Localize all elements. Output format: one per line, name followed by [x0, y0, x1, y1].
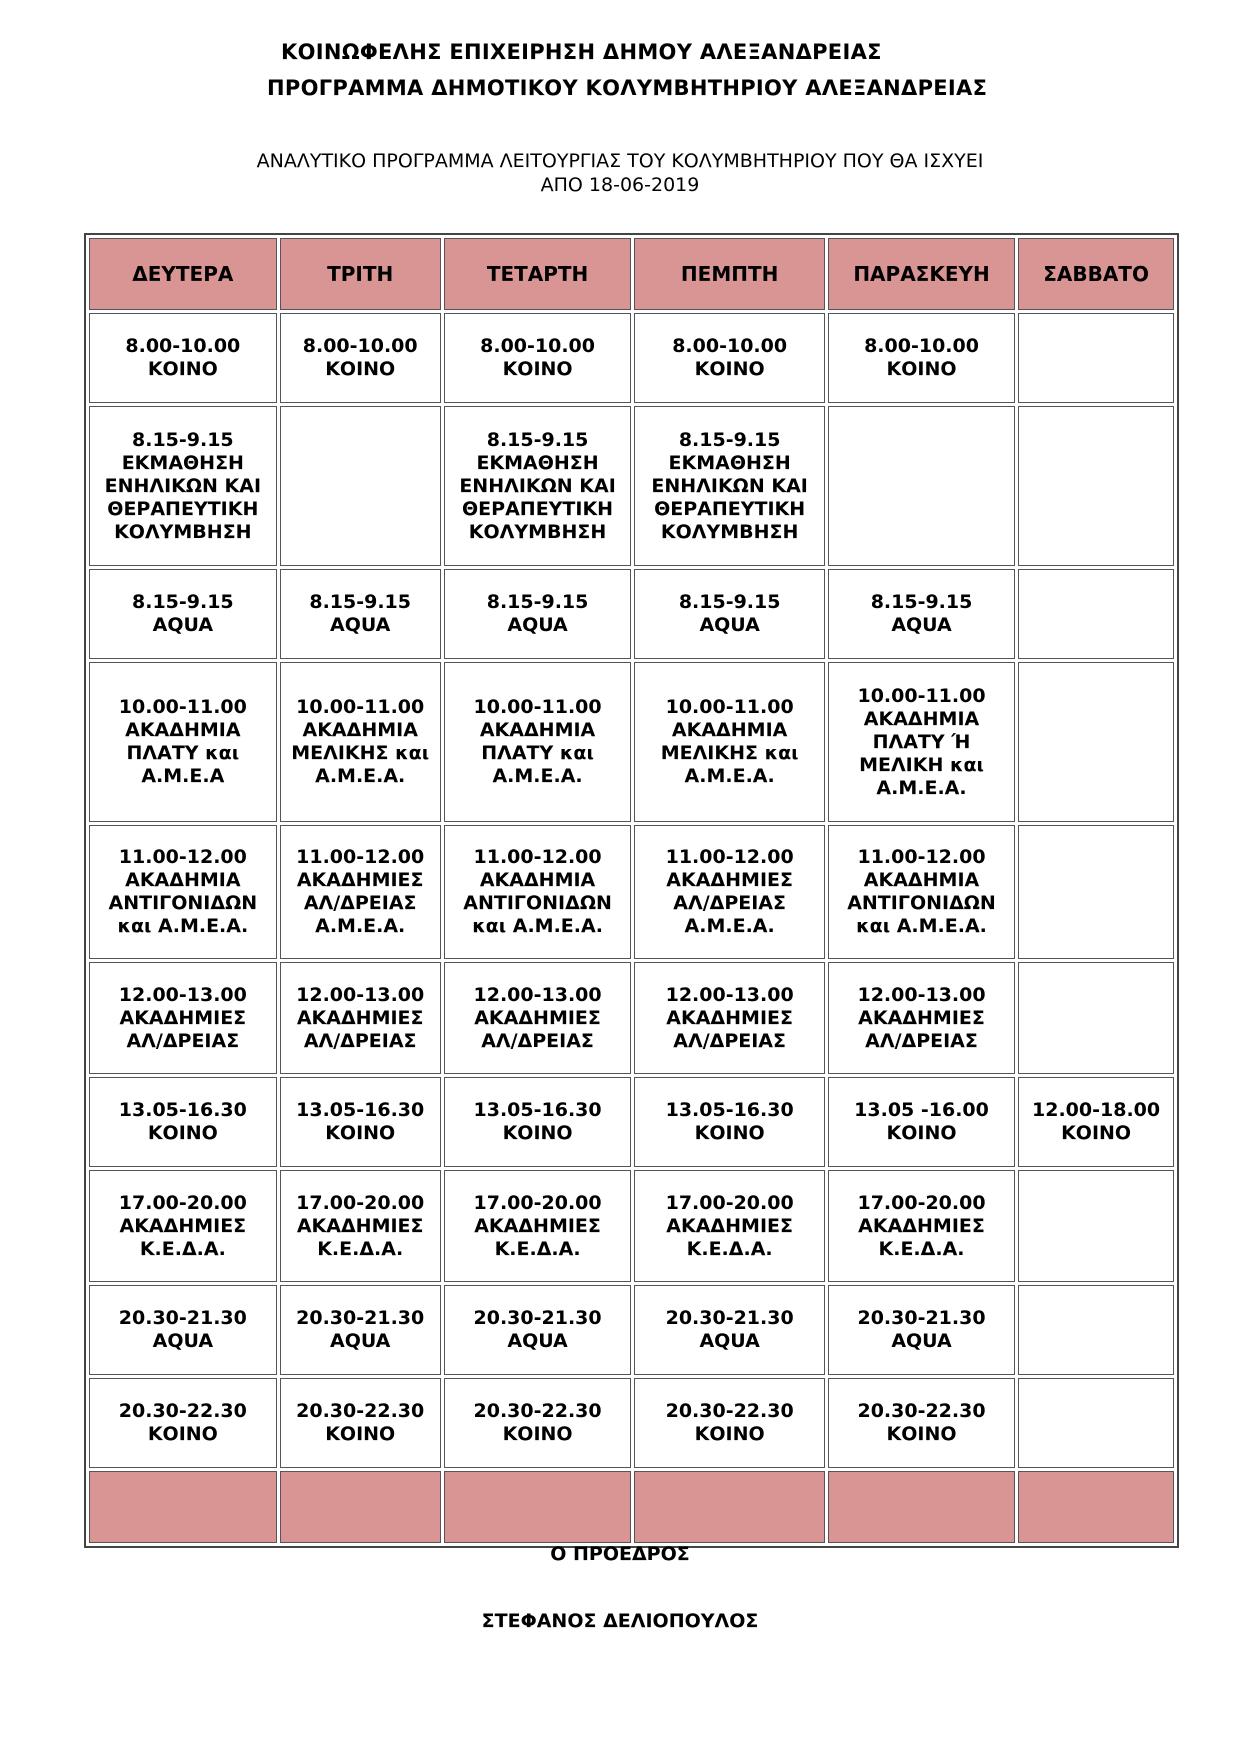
- schedule-cell: [89, 1170, 277, 1282]
- schedule-cell-line: ΚΟΙΝΟ: [325, 358, 396, 380]
- schedule-cell-line: 10.00-11.00: [665, 696, 794, 718]
- schedule-cell: [444, 962, 632, 1074]
- schedule-cell-line: ΑΝΤΙΓΟΝΙΔΩΝ: [847, 892, 996, 914]
- schedule-cell-line: 11.00-12.00: [473, 846, 602, 868]
- schedule-cell: [828, 662, 1015, 822]
- schedule-cell-line: ΑΚΑΔΗΜΙΕΣ: [858, 1006, 985, 1029]
- schedule-cell-line: ΚΟΛΥΜΒΗΣΗ: [660, 520, 799, 543]
- schedule-cell: [828, 1378, 1015, 1468]
- schedule-cell-line: ΑΛ/ΔΡΕΙΑΣ: [303, 1029, 417, 1052]
- schedule-cell-line: 17.00-20.00: [665, 1191, 794, 1214]
- schedule-cell-line: 10.00-11.00: [118, 696, 247, 718]
- schedule-cell-line: ΑΚΑΔΗΜΙΕΣ: [666, 1214, 793, 1237]
- schedule-cell-line: 8.00-10.00: [480, 335, 595, 357]
- schedule-cell-line: 11.00-12.00: [665, 846, 794, 868]
- schedule-cell: [89, 313, 277, 403]
- schedule-cell: [444, 1077, 632, 1167]
- schedule-cell-line: ΑΚΑΔΗΜΙΑ: [479, 719, 596, 741]
- schedule-cell-line: AQUA: [152, 614, 214, 636]
- schedule-cell-line: ΑΛ/ΔΡΕΙΑΣ: [673, 1029, 786, 1052]
- schedule-cell-line: 8.15-9.15: [678, 428, 781, 451]
- schedule-cell-line: ΚΟΙΝΟ: [694, 1423, 765, 1445]
- schedule-cell-line: AQUA: [507, 614, 568, 636]
- schedule-cell-line: 8.00-10.00: [125, 335, 241, 357]
- schedule-cell-line: 10.00-11.00: [473, 696, 602, 718]
- schedule-cell: [634, 825, 825, 959]
- schedule-cell: [280, 569, 441, 659]
- schedule-cell-line: AQUA: [329, 614, 391, 636]
- schedule-cell: [828, 1170, 1015, 1282]
- schedule-cell-line: 20.30-21.30: [665, 1307, 794, 1329]
- schedule-cell-line: 17.00-20.00: [296, 1191, 425, 1214]
- schedule-cell-line: ΑΚΑΔΗΜΙΑ: [125, 719, 241, 741]
- schedule-cell-line: Κ.Ε.Δ.Α.: [686, 1237, 773, 1260]
- schedule-cell: [634, 962, 825, 1074]
- schedule-cell-line: ΑΚΑΔΗΜΙΑ: [479, 869, 596, 891]
- schedule-cell-line: 17.00-20.00: [857, 1191, 986, 1214]
- schedule-cell-line: ΑΚΑΔΗΜΙΕΣ: [296, 1006, 424, 1029]
- schedule-cell: [828, 962, 1015, 1074]
- schedule-cell-line: ΑΚΑΔΗΜΙΕΣ: [474, 1214, 601, 1237]
- signature-name: ΣΤΕΦΑΝΟΣ ΔΕΛΙΟΠΟΥΛΟΣ: [481, 1610, 759, 1632]
- schedule-row: [89, 962, 1174, 1074]
- schedule-cell-line: ΚΟΙΝΟ: [502, 1122, 573, 1144]
- schedule-cell-line: ΑΛ/ΔΡΕΙΑΣ: [303, 892, 417, 914]
- schedule-cell-line: ΑΝΤΙΓΟΝΙΔΩΝ: [108, 892, 258, 914]
- schedule-cell: [634, 569, 825, 659]
- schedule-row: [89, 825, 1174, 959]
- day-header: ΔΕΥΤΕΡΑ: [89, 238, 277, 310]
- schedule-cell-line: ΑΚΑΔΗΜΙΕΣ: [296, 869, 424, 891]
- schedule-cell: [280, 662, 441, 822]
- schedule-cell-line: και Α.Μ.Ε.Α.: [856, 915, 987, 937]
- schedule-cell: [444, 825, 632, 959]
- schedule-cell-line: 12.00-13.00: [665, 983, 794, 1006]
- schedule-cell: [634, 1170, 825, 1282]
- schedule-cell-line: ΚΟΙΝΟ: [1061, 1122, 1132, 1144]
- schedule-cell-line: ΚΟΙΝΟ: [147, 1423, 218, 1445]
- schedule-cell: [280, 1285, 441, 1375]
- schedule-cell-line: ΑΚΑΔΗΜΙΑ: [125, 869, 241, 891]
- schedule-cell-line: 13.05-16.30: [665, 1099, 794, 1121]
- schedule-cell-line: ΑΝΤΙΓΟΝΙΔΩΝ: [463, 892, 612, 914]
- day-header: ΣΑΒΒΑΤΟ: [1018, 238, 1174, 310]
- schedule-cell-empty: [1018, 406, 1174, 566]
- schedule-cell-line: AQUA: [507, 1330, 568, 1352]
- subtitle-line-2: ΑΠΟ 18-06-2019: [540, 174, 700, 196]
- schedule-cell-line: και Α.Μ.Ε.Α.: [117, 915, 249, 937]
- schedule-cell-line: ΚΟΙΝΟ: [886, 358, 957, 380]
- schedule-cell-line: Κ.Ε.Δ.Α.: [494, 1237, 581, 1260]
- schedule-cell-line: ΚΟΛΥΜΒΗΣΗ: [114, 520, 252, 543]
- schedule-cell: [89, 406, 277, 566]
- schedule-cell: [634, 313, 825, 403]
- schedule-cell-line: 20.30-22.30: [473, 1400, 602, 1422]
- schedule-cell-line: 8.00-10.00: [672, 335, 788, 357]
- schedule-cell-line: AQUA: [891, 614, 952, 636]
- schedule-row: [89, 662, 1174, 822]
- schedule-cell-line: AQUA: [329, 1330, 391, 1352]
- schedule-cell-empty: [1018, 1285, 1174, 1375]
- schedule-cell: [280, 1378, 441, 1468]
- schedule-cell-line: 20.30-21.30: [857, 1307, 986, 1329]
- schedule-cell-line: 8.00-10.00: [302, 335, 418, 357]
- schedule-cell-line: 20.30-22.30: [296, 1400, 425, 1422]
- schedule-cell-line: 20.30-22.30: [665, 1400, 794, 1422]
- schedule-cell-line: και Α.Μ.Ε.Α.: [472, 915, 603, 937]
- schedule-cell-line: 8.00-10.00: [864, 335, 979, 357]
- schedule-cell-line: ΚΟΙΝΟ: [502, 1423, 573, 1445]
- schedule-cell-line: ΑΚΑΔΗΜΙΑ: [863, 869, 980, 891]
- schedule-cell: [444, 406, 632, 566]
- schedule-cell-line: 8.15-9.15: [870, 591, 973, 613]
- schedule-cell-line: 8.15-9.15: [132, 591, 234, 613]
- schedule-cell-line: 8.15-9.15: [132, 428, 234, 451]
- schedule-row: [89, 1285, 1174, 1375]
- schedule-cell-line: ΑΚΑΔΗΜΙΕΣ: [666, 1006, 793, 1029]
- schedule-cell-line: 11.00-12.00: [857, 846, 986, 868]
- footer-row: [89, 1471, 1174, 1543]
- footer-cell: [444, 1471, 632, 1543]
- schedule-cell-line: ΑΚΑΔΗΜΙΕΣ: [666, 869, 793, 891]
- schedule-cell-line: 12.00-13.00: [118, 983, 247, 1006]
- footer-cell: [280, 1471, 441, 1543]
- day-header: ΤΡΙΤΗ: [280, 238, 441, 310]
- day-header: ΠΕΜΠΤΗ: [634, 238, 825, 310]
- organization-title: ΚΟΙΝΩΦΕΛΗΣ ΕΠΙΧΕΙΡΗΣΗ ΔΗΜΟΥ ΑΛΕΞΑΝΔΡΕΙΑΣ: [281, 40, 882, 64]
- schedule-cell-line: ΕΝΗΛΙΚΩΝ ΚΑΙ: [104, 474, 262, 497]
- schedule-cell-line: AQUA: [891, 1330, 952, 1352]
- schedule-cell-line: ΕΝΗΛΙΚΩΝ ΚΑΙ: [459, 474, 616, 497]
- schedule-cell-line: ΜΕΛΙΚΗΣ και: [291, 742, 430, 764]
- schedule-cell-line: ΚΟΙΝΟ: [502, 358, 573, 380]
- signature-title: Ο ΠΡΟΕΔΡΟΣ: [550, 1543, 690, 1565]
- schedule-cell-line: 8.15-9.15: [309, 591, 412, 613]
- schedule-cell-line: 12.00-13.00: [296, 983, 425, 1006]
- schedule-cell: [828, 825, 1015, 959]
- schedule-cell-line: ΑΛ/ΔΡΕΙΑΣ: [865, 1029, 978, 1052]
- schedule-cell-line: 17.00-20.00: [118, 1191, 247, 1214]
- schedule-cell-line: 12.00-13.00: [857, 983, 986, 1006]
- schedule-cell: [634, 406, 825, 566]
- footer-cell: [1018, 1471, 1174, 1543]
- schedule-cell-line: ΘΕΡΑΠΕΥΤΙΚΗ: [654, 497, 806, 520]
- schedule-cell-line: Α.Μ.Ε.Α.: [684, 765, 775, 787]
- schedule-cell-line: 8.15-9.15: [486, 591, 589, 613]
- schedule-cell-line: 12.00-18.00: [1032, 1099, 1161, 1121]
- schedule-cell-line: ΚΟΙΝΟ: [325, 1423, 396, 1445]
- schedule-cell-line: Κ.Ε.Δ.Α.: [317, 1237, 404, 1260]
- schedule-cell: [634, 662, 825, 822]
- schedule-row: [89, 1378, 1174, 1468]
- schedule-table: [84, 233, 1179, 1548]
- schedule-cell-line: 20.30-21.30: [473, 1307, 602, 1329]
- schedule-cell-line: ΘΕΡΑΠΕΥΤΙΚΗ: [107, 497, 259, 520]
- schedule-cell: [89, 569, 277, 659]
- schedule-cell: [89, 1378, 277, 1468]
- schedule-cell-line: ΠΛΑΤΥ Ή: [872, 730, 971, 753]
- schedule-cell-line: Κ.Ε.Δ.Α.: [878, 1237, 965, 1260]
- schedule-cell-line: ΚΟΙΝΟ: [147, 358, 218, 380]
- schedule-cell: [280, 1170, 441, 1282]
- schedule-cell: [444, 313, 632, 403]
- schedule-cell-line: ΠΛΑΤΥ και: [126, 742, 240, 764]
- schedule-row: [89, 1170, 1174, 1282]
- schedule-cell-empty: [828, 406, 1015, 566]
- schedule-cell-line: ΑΛ/ΔΡΕΙΑΣ: [481, 1029, 594, 1052]
- schedule-row: [89, 406, 1174, 566]
- schedule-cell-empty: [1018, 313, 1174, 403]
- schedule-cell-line: 10.00-11.00: [296, 696, 425, 718]
- schedule-cell-empty: [1018, 1170, 1174, 1282]
- schedule-cell-line: 20.30-22.30: [118, 1400, 247, 1422]
- schedule-cell: [444, 1378, 632, 1468]
- schedule-cell-line: Α.Μ.Ε.Α.: [315, 915, 406, 937]
- schedule-cell: [89, 662, 277, 822]
- schedule-cell-line: ΑΛ/ΔΡΕΙΑΣ: [673, 892, 786, 914]
- schedule-cell-line: Α.Μ.Ε.Α: [141, 765, 225, 787]
- schedule-cell-line: ΕΚΜΑΘΗΣΗ: [121, 451, 244, 474]
- schedule-cell-line: 20.30-21.30: [118, 1307, 247, 1329]
- schedule-cell-line: Α.Μ.Ε.Α.: [315, 765, 406, 787]
- schedule-cell-line: ΚΟΙΝΟ: [147, 1122, 218, 1144]
- day-header: ΠΑΡΑΣΚΕΥΗ: [828, 238, 1015, 310]
- schedule-cell-line: AQUA: [152, 1330, 214, 1352]
- schedule-cell-line: ΑΚΑΔΗΜΙΕΣ: [296, 1214, 424, 1237]
- schedule-cell-line: ΑΚΑΔΗΜΙΕΣ: [119, 1006, 247, 1029]
- schedule-cell-line: AQUA: [699, 614, 760, 636]
- day-header: ΤΕΤΑΡΤΗ: [444, 238, 632, 310]
- schedule-cell-line: AQUA: [699, 1330, 760, 1352]
- schedule-cell-line: ΑΛ/ΔΡΕΙΑΣ: [126, 1029, 240, 1052]
- schedule-cell-line: ΑΚΑΔΗΜΙΑ: [671, 719, 788, 741]
- schedule-cell: [828, 569, 1015, 659]
- schedule-cell-line: ΘΕΡΑΠΕΥΤΙΚΗ: [462, 497, 614, 520]
- schedule-cell-line: Κ.Ε.Δ.Α.: [139, 1237, 226, 1260]
- schedule-cell-line: ΚΟΙΝΟ: [694, 358, 765, 380]
- schedule-cell-line: 11.00-12.00: [296, 846, 425, 868]
- schedule-cell: [444, 1285, 632, 1375]
- schedule-cell: [828, 1285, 1015, 1375]
- schedule-cell-empty: [1018, 962, 1174, 1074]
- footer-cell: [828, 1471, 1015, 1543]
- schedule-cell: [280, 313, 441, 403]
- schedule-cell-line: ΑΚΑΔΗΜΙΕΣ: [474, 1006, 601, 1029]
- schedule-cell-line: ΚΟΙΝΟ: [886, 1122, 957, 1144]
- schedule-row: [89, 569, 1174, 659]
- schedule-cell: [1018, 1077, 1174, 1167]
- schedule-cell-line: ΚΟΙΝΟ: [694, 1122, 765, 1144]
- schedule-cell-line: 13.05 -16.00: [854, 1099, 989, 1121]
- schedule-cell-empty: [280, 406, 441, 566]
- schedule-row: [89, 313, 1174, 403]
- schedule-cell-line: ΕΚΜΑΘΗΣΗ: [476, 451, 599, 474]
- schedule-cell-empty: [1018, 662, 1174, 822]
- schedule-cell-empty: [1018, 569, 1174, 659]
- schedule-cell-line: Α.Μ.Ε.Α.: [492, 765, 583, 787]
- schedule-cell-line: 13.05-16.30: [473, 1099, 602, 1121]
- schedule-cell-line: 13.05-16.30: [118, 1099, 247, 1121]
- schedule-cell: [634, 1285, 825, 1375]
- schedule-cell: [828, 1077, 1015, 1167]
- schedule-cell-line: 8.15-9.15: [486, 428, 589, 451]
- schedule-cell-line: ΕΝΗΛΙΚΩΝ ΚΑΙ: [651, 474, 808, 497]
- schedule-cell: [634, 1378, 825, 1468]
- schedule-cell: [444, 1170, 632, 1282]
- schedule-cell-line: 17.00-20.00: [473, 1191, 602, 1214]
- schedule-cell-line: ΠΛΑΤΥ και: [481, 742, 594, 764]
- schedule-cell-line: Α.Μ.Ε.Α.: [684, 915, 775, 937]
- schedule-cell-line: 10.00-11.00: [857, 684, 986, 707]
- schedule-cell-empty: [1018, 825, 1174, 959]
- schedule-cell: [89, 825, 277, 959]
- schedule-cell: [444, 662, 632, 822]
- schedule-cell-line: ΑΚΑΔΗΜΙΕΣ: [119, 1214, 247, 1237]
- schedule-cell: [634, 1077, 825, 1167]
- schedule-cell: [89, 1077, 277, 1167]
- schedule-cell-line: ΑΚΑΔΗΜΙΑ: [302, 719, 418, 741]
- schedule-row: [89, 1077, 1174, 1167]
- schedule-cell-line: ΕΚΜΑΘΗΣΗ: [668, 451, 791, 474]
- program-title: ΠΡΟΓΡΑΜΜΑ ΔΗΜΟΤΙΚΟΥ ΚΟΛΥΜΒΗΤΗΡΙΟΥ ΑΛΕΞΑΝΔΡΕΙΑΣ: [267, 76, 988, 100]
- schedule-cell-line: 20.30-21.30: [296, 1307, 425, 1329]
- schedule-cell-line: ΚΟΙΝΟ: [325, 1122, 396, 1144]
- schedule-cell-line: 20.30-22.30: [857, 1400, 986, 1422]
- schedule-cell: [89, 1285, 277, 1375]
- schedule-cell-line: Α.Μ.Ε.Α.: [876, 776, 967, 799]
- schedule-cell-line: ΚΟΙΝΟ: [886, 1423, 957, 1445]
- schedule-cell-line: ΜΕΛΙΚΗ και: [859, 753, 984, 776]
- schedule-cell: [89, 962, 277, 1074]
- schedule-cell-line: ΜΕΛΙΚΗΣ και: [660, 742, 799, 764]
- schedule-cell: [280, 1077, 441, 1167]
- day-header-row: [89, 238, 1174, 310]
- schedule-cell: [444, 569, 632, 659]
- schedule-cell-empty: [1018, 1378, 1174, 1468]
- schedule-cell: [280, 962, 441, 1074]
- footer-cell: [89, 1471, 277, 1543]
- schedule-cell: [828, 313, 1015, 403]
- subtitle-line-1: ΑΝΑΛΥΤΙΚΟ ΠΡΟΓΡΑΜΜΑ ΛΕΙΤΟΥΡΓΙΑΣ ΤΟΥ ΚΟΛΥΜΒΗΤΗΡΙΟΥ ΠΟΥ ΘΑ ΙΣΧΥΕΙ: [256, 150, 984, 172]
- schedule-cell-line: 11.00-12.00: [118, 846, 247, 868]
- schedule-cell-line: ΑΚΑΔΗΜΙΑ: [863, 707, 980, 730]
- schedule-cell-line: ΑΚΑΔΗΜΙΕΣ: [858, 1214, 985, 1237]
- schedule-cell-line: 12.00-13.00: [473, 983, 602, 1006]
- schedule-cell-line: 8.15-9.15: [678, 591, 781, 613]
- schedule-cell-line: ΚΟΛΥΜΒΗΣΗ: [468, 520, 607, 543]
- footer-cell: [634, 1471, 825, 1543]
- schedule-cell: [280, 825, 441, 959]
- schedule-cell-line: 13.05-16.30: [296, 1099, 425, 1121]
